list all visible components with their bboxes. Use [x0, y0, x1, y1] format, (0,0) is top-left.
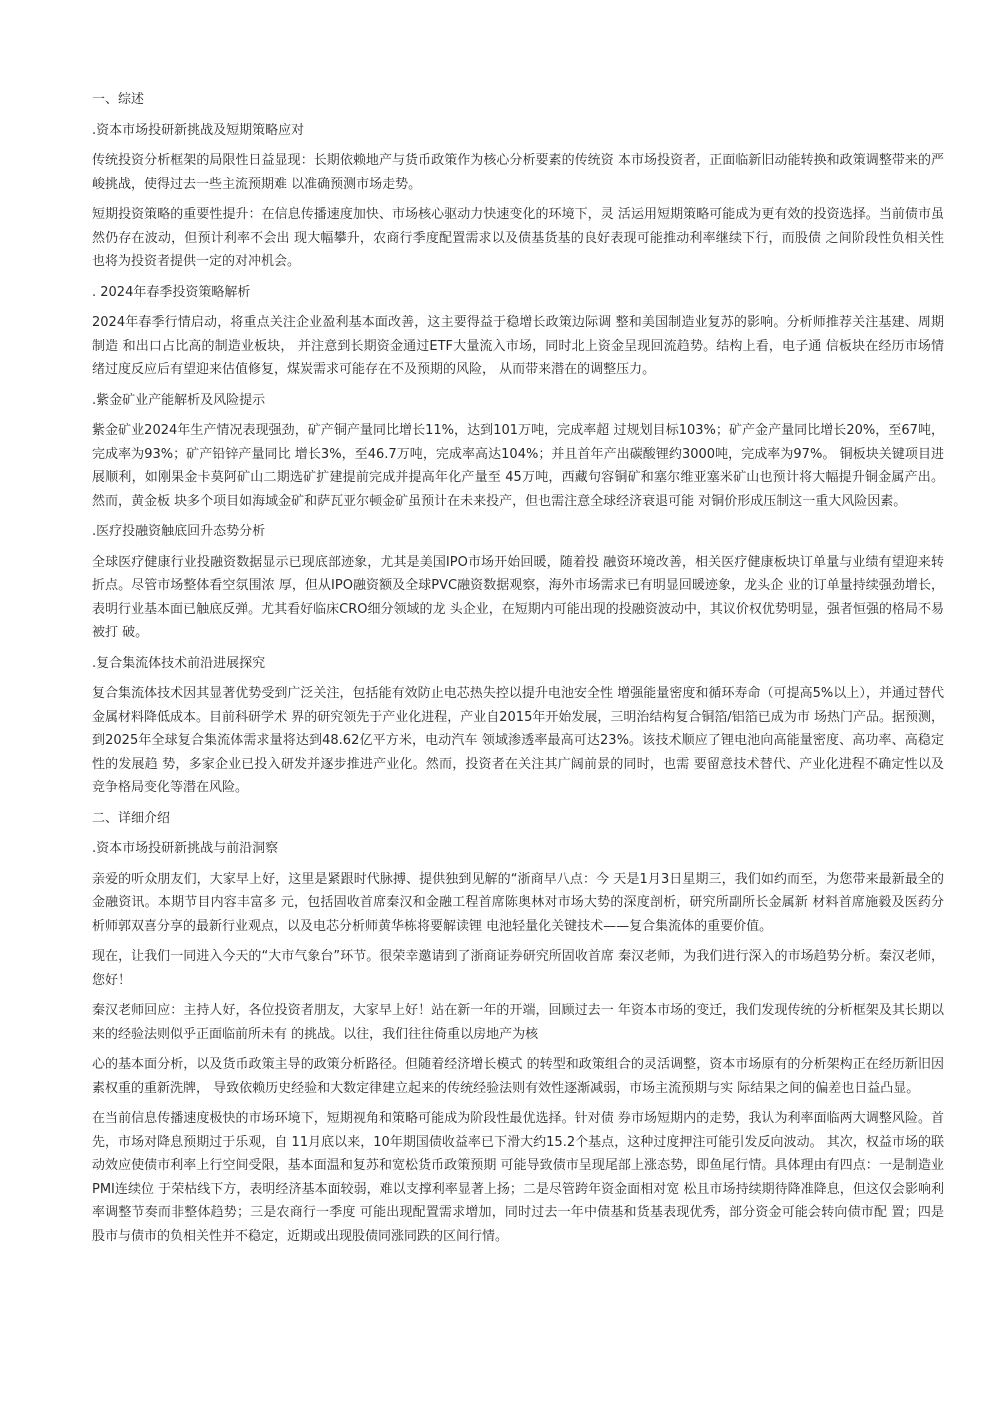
- para-1-3: 紫金矿业2024年生产情况表现强劲，矿产铜产量同比增长11%，达到101万吨，完成率超 过规划目标103%；矿产金产量同比增长20%，至67吨，完成率为93%；矿产铅锌产量同比 增长3%，至46.7万吨，完成率高达104%；并且首年产出碳酸锂约3000吨，完成率为97%。 铜板块关键项目进展顺利，如刚果金卡莫阿矿山二期选矿扩建提前完成并提高年化产量至 45万吨，西藏句容铜矿和塞尔维亚塞米矿山也预计将大幅提升铜金属产出。然而，黄金板 块多个项目如海域金矿和萨瓦亚尔顿金矿虽预计在未来投产，但也需注意全球经济衰退可能 对铜价形成压制这一重大风险因素。: [92, 423, 944, 509]
- para-1-4: 全球医疗健康行业投融资数据显示已现底部迹象，尤其是美国IPO市场开始回暖，随着投 融资环境改善，相关医疗健康板块订单量与业绩有望迎来转折点。尽管市场整体看空氛围浓 厚，但从IPO融资额及全球PVC融资数据观察，海外市场需求已有明显回暖迹象，龙头企 业的订单量持续强劲增长，表明行业基本面已触底反弹。尤其看好临床CRO细分领域的龙 头企业，在短期内可能出现的投融资波动中，其议价权优势明显，强者恒强的格局不易被打 破。: [92, 554, 944, 640]
- para-2-1-c: 秦汉老师回应：主持人好，各位投资者朋友，大家早上好！站在新一年的开端，回顾过去一 年资本市场的变迁，我们发现传统的分析框架及其长期以来的经验法则似乎正面临前所未有 的挑战。以往，我们往往倚重以房地产为核: [92, 1003, 944, 1042]
- sub-1-1-title: .资本市场投研新挑战及短期策略应对: [92, 122, 305, 138]
- sub-1-4-title: .医疗投融资触底回升态势分析: [92, 524, 266, 539]
- para-1-1-a: 传统投资分析框架的局限性日益显现：长期依赖地产与货币政策作为核心分析要素的传统资 本市场投资者，正面临新旧动能转换和政策调整带来的严峻挑战，使得过去一些主流预期难 以准确预测市场走势。: [92, 153, 944, 192]
- para-1-1-b: 短期投资策略的重要性提升：在信息传播速度加快、市场核心驱动力快速变化的环境下，灵 活运用短期策略可能成为更有效的投资选择。当前债市虽然仍存在波动，但预计利率不会出 现大幅攀升，农商行季度配置需求以及债基货基的良好表现可能推动利率继续下行，而股债 之间阶段性负相关性也将为投资者提供一定的对冲机会。: [92, 207, 944, 269]
- para-2-1-e: 在当前信息传播速度极快的市场环境下，短期视角和策略可能成为阶段性最优选择。针对债 券市场短期内的走势，我认为利率面临两大调整风险。首先，市场对降息预期过于乐观，自 11月底以来，10年期国债收益率已下滑大约15.2个基点，这种过度押注可能引发反向波动。 其次，权益市场的联动效应使债市利率上行空间受限，基本面温和复苏和宽松货币政策预期 可能导致债市呈现尾部上涨态势，即鱼尾行情。具体理由有四点：一是制造业PMI连续位 于荣枯线下方，表明经济基本面较弱，难以支撑利率显著上扬；二是尽管跨年资金面相对宽 松且市场持续期待降准降息，但这仅会影响利率调整节奏而非整体趋势；三是农商行一季度 可能出现配置需求增加，同时过去一年中债基和货基表现优秀，部分资金可能会转向债市配 置；四是股市与债市的负相关性并不稳定，近期或出现股债同涨同跌的区间行情。: [92, 1111, 944, 1244]
- document-body: [92, 88, 944, 1255]
- para-1-2: 2024年春季行情启动，将重点关注企业盈利基本面改善，这主要得益于稳增长政策边际调 整和美国制造业复苏的影响。分析师推荐关注基建、周期制造 和出口占比高的制造业板块， 并注意到长期资金通过ETF大量流入市场，同时北上资金呈现回流趋势。结构上看，电子通 信板块在经历市场情绪过度反应后有望迎来估值修复，煤炭需求可能存在不及预期的风险， 从而带来潜在的调整压力。: [92, 315, 944, 377]
- para-2-1-d: 心的基本面分析，以及货币政策主导的政策分析路径。但随着经济增长模式 的转型和政策组合的灵活调整，资本市场原有的分析架构正在经历新旧因素权重的重新洗牌， 导致依赖历史经验和大数定律建立起来的传统经验法则有效性逐渐减弱，市场主流预期与实 际结果之间的偏差也日益凸显。: [92, 1057, 944, 1096]
- section-2-title: 二、详细介绍: [92, 810, 171, 826]
- sub-1-3-title: .紫金矿业产能解析及风险提示: [92, 392, 266, 408]
- para-2-1-a: 亲爱的听众朋友们，大家早上好，这里是紧跟时代脉搏、提供独到见解的“浙商早八点：今 天是1月3日星期三，我们如约而至，为您带来最新最全的金融资讯。本期节目内容丰富多 元，包括固收首席秦汉和金融工程首席陈奥林对市场大势的深度剖析，研究所副所长金属新 材料首席施毅及医药分析师郭双喜分享的最新行业观点，以及电芯分析师黄华栋将要解读锂 电池轻量化关键技术——复合集流体的重要价值。: [92, 871, 944, 934]
- para-1-5: 复合集流体技术因其显著优势受到广泛关注，包括能有效防止电芯热失控以提升电池安全性 增强能量密度和循环寿命（可提高5%以上），并通过替代金属材料降低成本。目前科研学术 界的研究领先于产业化进程，产业自2015年开始发展，三明治结构复合铜箔/铝箔已成为市 场热门产品。据预测，到2025年全球复合集流体需求量将达到48.62亿平方米，电动汽车 领域渗透率最高可达23%。该技术顺应了锂电池向高能量密度、高功率、高稳定性的发展趋 势，多家企业已投入研发并逐步推进产业化。然而，投资者在关注其广阔前景的同时，也需 要留意技术替代、产业化进程不确定性以及竞争格局变化等潜在风险。: [92, 686, 944, 795]
- sub-1-5-title: .复合集流体技术前沿进展探究: [92, 655, 266, 671]
- para-2-1-b: 现在，让我们一同进入今天的“大市气象台”环节。很荣幸邀请到了浙商证券研究所固收首席 秦汉老师，为我们进行深入的市场趋势分析。秦汉老师，您好！: [92, 949, 944, 988]
- sub-2-1-title: .资本市场投研新挑战与前沿洞察: [92, 841, 279, 856]
- section-1-title: 一、综述: [92, 92, 145, 107]
- sub-1-2-title: . 2024年春季投资策略解析: [92, 284, 251, 300]
